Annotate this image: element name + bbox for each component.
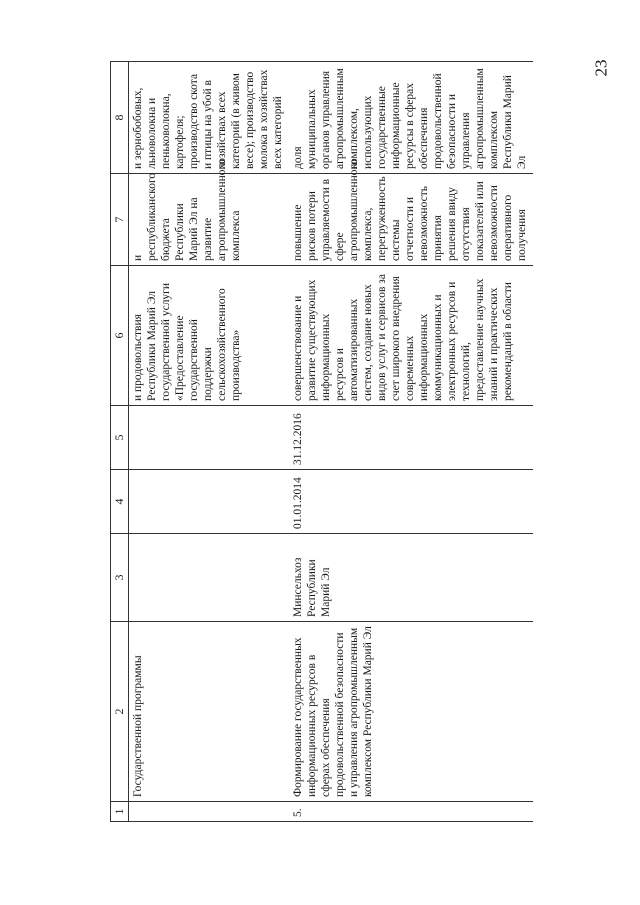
page-number: 23 (591, 59, 611, 77)
executor: Минсельхоз Республики Марий Эл (289, 534, 533, 622)
program-table (110, 61, 533, 822)
header-col-3: 3 (111, 534, 129, 622)
header-col-6: 6 (111, 266, 129, 406)
linked-indicators: доля муниципальных органов управления агропромышленным комплексом, использующих государственные информационные ресурсы в сферах обеспечения продовольственной безопасности и управления агропромышленным комплексом Республики Марий Эл (289, 62, 533, 174)
start-date (128, 470, 289, 534)
header-col-1: 1 (111, 802, 129, 822)
header-row (111, 62, 129, 822)
non-implementation-consequences: и республиканского бюджета Республики Марий Эл на развитие агропромышленного комплекса (128, 174, 289, 266)
header-col-2: 2 (111, 622, 129, 802)
table-row (289, 62, 533, 822)
start-date: 01.01.2014 (289, 470, 533, 534)
rotated-content (110, 62, 529, 822)
executor (128, 534, 289, 622)
table-row (128, 62, 289, 822)
end-date (128, 406, 289, 470)
measure-name: Формирование государственных информационных ресурсов в сферах обеспечения продовольственной безопасности и управления агропромышленным комплексом Республики Марий Эл (289, 622, 533, 802)
measure-content: и продовольствия Республики Марий Эл государственной услуги «Предоставление государственной поддержки сельскохозяйственного производства» (128, 266, 289, 406)
linked-indicators: и зернобобовых, льноволокна и пеньковолокна, картофеля; производство скота и птицы на убой в хозяйствах всех категорий (в живом весе); производство молока в хозяйствах всех категорий (128, 62, 289, 174)
row-number: 5. (289, 802, 533, 822)
header-col-4: 4 (111, 470, 129, 534)
row-number (128, 802, 289, 822)
header-col-7: 7 (111, 174, 129, 266)
header-col-5: 5 (111, 406, 129, 470)
non-implementation-consequences: повышение рисков потери управляемости в сфере агропромышленного комплекса, перегруженность системы отчетности и невозможность принятия решения ввиду отсутствия показателей или невозможности оперативного получения (289, 174, 533, 266)
header-col-8: 8 (111, 62, 129, 174)
measure-name: Государственной программы (128, 622, 289, 802)
end-date: 31.12.2016 (289, 406, 533, 470)
measure-content: совершенствование и развитие существующих информационных ресурсов и автоматизированных систем, создание новых видов услуг и сервисов за счет широкого внедрения современных информационных коммуникационных и электронных ресурсов и технологий, предоставление научных знаний и практических рекомендаций в области (289, 266, 533, 406)
